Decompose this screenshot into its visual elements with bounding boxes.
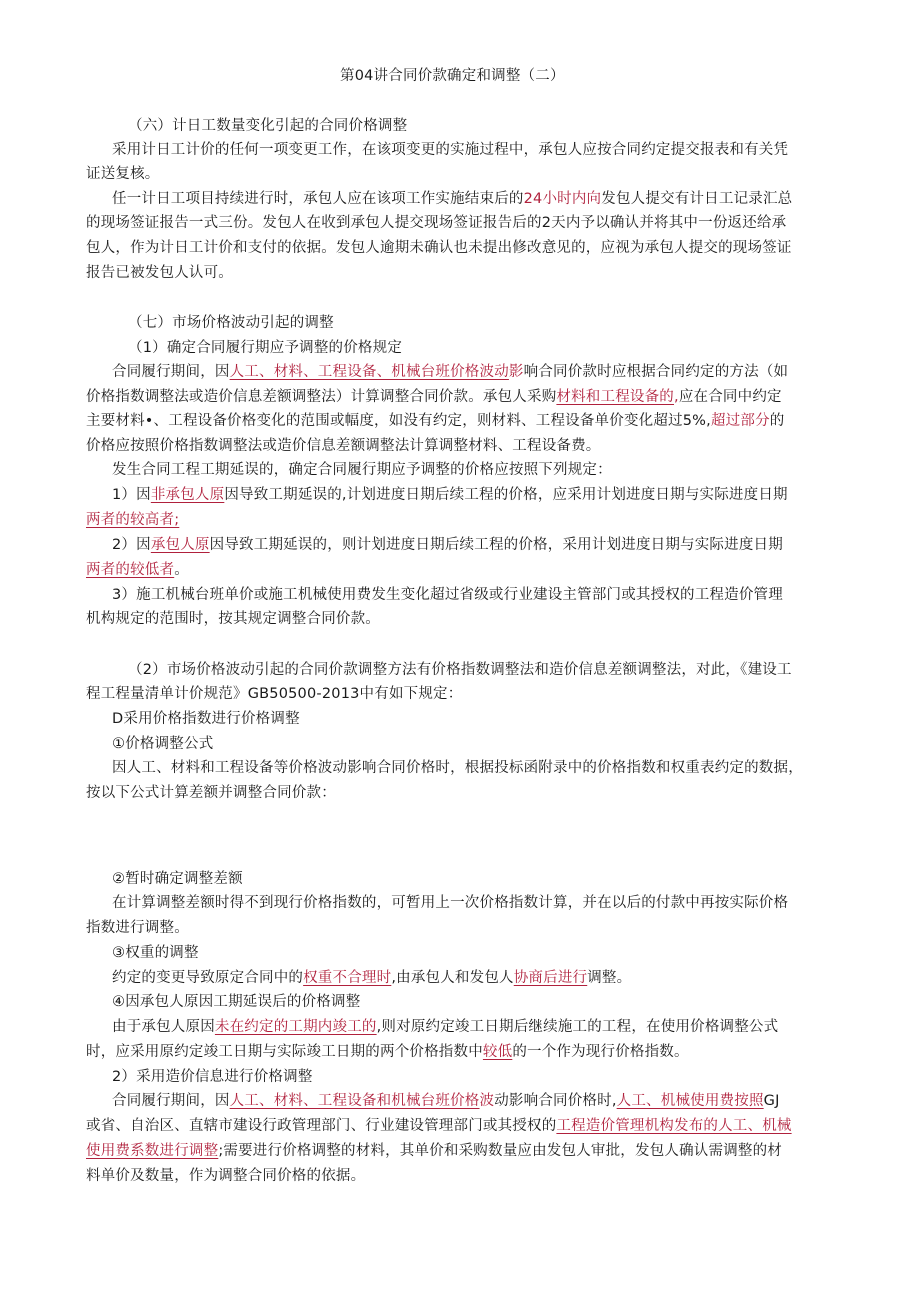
text-run: 报告已被发包人认可。 bbox=[86, 265, 233, 281]
text-run: 。 bbox=[174, 562, 189, 578]
highlighted-text: 材料和工程设备的 bbox=[556, 389, 675, 405]
highlighted-text: 人工、材料、工程设备、机械台班价格波动 bbox=[229, 364, 509, 380]
text-run: 因导致工期延误的，则计划进度日期后续工程的价格，采用计划进度日期与实际进度日期 bbox=[209, 537, 783, 553]
text-run: 或省、自治区、直辖市建设行政管理部门、行业建设管理部门或其授权的 bbox=[86, 1118, 557, 1134]
text-run: D采用价格指数进行价格调整 bbox=[112, 711, 300, 727]
text-run: 动影响合同价格时, bbox=[494, 1093, 617, 1109]
text-run: 机构规定的范围时，按其规定调整合同价款。 bbox=[86, 611, 380, 627]
list-item bbox=[112, 535, 783, 555]
subsection-heading bbox=[128, 338, 402, 358]
text-run: GJ bbox=[763, 1093, 780, 1109]
text-run: 响合同价款时应根据合同约定的方法（如 bbox=[523, 364, 789, 380]
highlighted-text: 两者的较高者; bbox=[86, 512, 180, 528]
text-run: ①价格调整公式 bbox=[112, 736, 214, 752]
text-run: 的一个作为现行价格指数。 bbox=[512, 1044, 689, 1060]
highlighted-text: 两者的较低者 bbox=[86, 562, 175, 578]
text-run: 因导致工期延误的,计划进度日期后续工程的价格，应采用计划进度日期与实际进度日期 bbox=[224, 487, 788, 503]
subsection-heading bbox=[112, 1067, 313, 1087]
text-run: 发包人提交有计日工记录汇总 bbox=[601, 191, 793, 207]
page-title: 第04讲合同价款确定和调整（二） bbox=[340, 68, 565, 84]
text-run: ,则对原约定竣工日期后继续施工的工程，在使用价格调整公式 bbox=[376, 1019, 779, 1035]
text-run: ②暂时确定调整差额 bbox=[112, 871, 243, 887]
paragraph-line bbox=[86, 263, 233, 283]
subsection-heading bbox=[112, 869, 243, 889]
text-run: 约定的变更导致原定合同中的 bbox=[112, 970, 304, 986]
emphasis-text: 影 bbox=[508, 364, 524, 380]
paragraph-line bbox=[86, 213, 786, 233]
subsection-heading bbox=[112, 992, 360, 1012]
text-run: 的现场签证报告一式三份。发包人在收到承包人提交现场签证报告后的2天内予以确认并将其中一份返还给承 bbox=[86, 215, 787, 231]
text-run: 按以下公式计算差额并调整合同价款： bbox=[86, 785, 336, 801]
paragraph-line bbox=[86, 238, 792, 258]
text-run: 证送复核。 bbox=[86, 166, 160, 182]
text-run: 合同履行期间，因 bbox=[112, 1093, 230, 1109]
emphasis-text: 波 bbox=[479, 1093, 495, 1109]
highlighted-text: 协商后进行 bbox=[513, 970, 588, 986]
list-item-continued bbox=[86, 510, 179, 530]
text-run: 包人，作为计日工计价和支付的依据。发包人逾期未确认也未提出修改意见的，应视为承包人提交的现场签证 bbox=[86, 240, 792, 256]
paragraph-line bbox=[86, 164, 160, 184]
text-run: 指数进行调整。 bbox=[86, 920, 189, 936]
subsection-heading bbox=[112, 943, 199, 963]
paragraph-line bbox=[86, 1166, 365, 1186]
paragraph-line bbox=[86, 1141, 782, 1161]
text-run: ;需要进行价格调整的材料，其单价和采购数量应由发包人审批，发包人确认需调整的材 bbox=[218, 1143, 782, 1159]
paragraph-line bbox=[112, 362, 788, 382]
highlighted-text: 非承包人原 bbox=[150, 487, 225, 503]
paragraph-line bbox=[112, 460, 612, 480]
emphasis-text: , bbox=[674, 389, 679, 405]
highlighted-text: 工程造价管理机构发布的人工、机械 bbox=[556, 1118, 792, 1134]
paragraph-line bbox=[86, 387, 782, 407]
section-heading bbox=[128, 116, 407, 136]
paragraph-line bbox=[86, 1116, 792, 1136]
highlighted-text: 较低 bbox=[482, 1044, 513, 1060]
text-run: 调整。 bbox=[587, 970, 632, 986]
text-run: 采用计日工计价的任何一项变更工作，在该项变更的实施过程中，承包人应按合同约定提交报表和有关凭 bbox=[112, 142, 789, 158]
list-item-continued bbox=[86, 609, 380, 629]
text-run: 任一计日工项目持续进行时，承包人应在该项工作实施结束后的 bbox=[112, 191, 524, 207]
paragraph-line bbox=[112, 140, 788, 160]
text-run: 由于承包人原因 bbox=[112, 1019, 215, 1035]
paragraph-line bbox=[86, 918, 189, 938]
text-run: 时，应采用原约定竣工日期与实际竣工日期的两个价格指数中 bbox=[86, 1044, 483, 1060]
paragraph-line bbox=[112, 893, 788, 913]
text-run: 合同履行期间，因 bbox=[112, 364, 230, 380]
paragraph-line bbox=[128, 660, 792, 680]
paragraph-line bbox=[86, 436, 601, 456]
paragraph-line bbox=[86, 684, 462, 704]
text-run: 程工程量清单计价规范》GB50500-2013中有如下规定： bbox=[86, 686, 463, 702]
text-run: 1）因 bbox=[112, 487, 151, 503]
paragraph-line bbox=[86, 1042, 689, 1062]
text-run: （七）市场价格波动引起的调整 bbox=[128, 315, 334, 331]
highlighted-text: 人工、机械使用费按照 bbox=[616, 1093, 764, 1109]
text-run: 价格应按照价格指数调整法或造价信息差额调整法计算调整材料、工程设备费。 bbox=[86, 438, 601, 454]
emphasis-text: 超过部分 bbox=[710, 413, 770, 429]
list-item bbox=[112, 485, 788, 505]
highlighted-text: 人工、材料、工程设备和机械台班价格 bbox=[229, 1093, 480, 1109]
highlighted-text: 承包人原 bbox=[150, 537, 210, 553]
text-run: （六）计日工数量变化引起的合同价格调整 bbox=[128, 118, 408, 134]
section-heading bbox=[128, 313, 334, 333]
text-run: 2）因 bbox=[112, 537, 151, 553]
text-run: 应在合同中约定 bbox=[678, 389, 782, 405]
paragraph-line bbox=[112, 758, 803, 778]
text-run: 价格指数调整法或造价信息差额调整法）计算调整合同价款。承包人采购 bbox=[86, 389, 557, 405]
highlighted-text: 权重不合理时 bbox=[303, 970, 392, 986]
text-run: ③权重的调整 bbox=[112, 945, 199, 961]
emphasis-text: 24小时内向 bbox=[523, 191, 602, 207]
text-run: ④因承包人原因工期延误后的价格调整 bbox=[112, 994, 361, 1010]
text-run: 在计算调整差额时得不到现行价格指数的，可暂用上一次价格指数计算，并在以后的付款中再按实际价格 bbox=[112, 895, 789, 911]
text-run: 因人工、材料和工程设备等价格波动影响合同价格时，根据投标函附录中的价格指数和权重表约定的数据， bbox=[112, 760, 803, 776]
subsection-heading bbox=[112, 734, 213, 754]
highlighted-text: 未在约定的工期内竣工的 bbox=[214, 1019, 377, 1035]
text-run: （1）确定合同履行期应予调整的价格规定 bbox=[128, 340, 403, 356]
highlighted-text: 使用费系数进行调整 bbox=[86, 1143, 219, 1159]
paragraph-line bbox=[86, 411, 784, 431]
list-item-continued bbox=[86, 560, 189, 580]
paragraph-line bbox=[112, 189, 792, 209]
text-run: 发生合同工程工期延误的，确定合同履行期应予调整的价格应按照下列规定： bbox=[112, 462, 612, 478]
subsection-heading bbox=[112, 709, 300, 729]
text-run: ,由承包人和发包人 bbox=[391, 970, 514, 986]
text-run: 主要材料•、工程设备价格变化的范围或幅度，如没有约定，则材料、工程设备单价变化超过5%, bbox=[86, 413, 711, 429]
paragraph-line bbox=[112, 1091, 780, 1111]
paragraph-line bbox=[86, 783, 336, 803]
paragraph-line bbox=[112, 1017, 778, 1037]
text-run: （2）市场价格波动引起的合同价款调整方法有价格指数调整法和造价信息差额调整法，对此，《建设工 bbox=[128, 662, 792, 678]
text-run: 料单价及数量，作为调整合同价格的依据。 bbox=[86, 1168, 366, 1184]
text-run: 3）施工机械台班单价或施工机械使用费发生变化超过省级或行业建设主管部门或其授权的工程造价管理 bbox=[112, 587, 783, 603]
paragraph-line bbox=[112, 968, 631, 988]
text-run: 2）采用造价信息进行价格调整 bbox=[112, 1069, 313, 1085]
list-item bbox=[112, 585, 783, 605]
text-run: 的 bbox=[769, 413, 785, 429]
